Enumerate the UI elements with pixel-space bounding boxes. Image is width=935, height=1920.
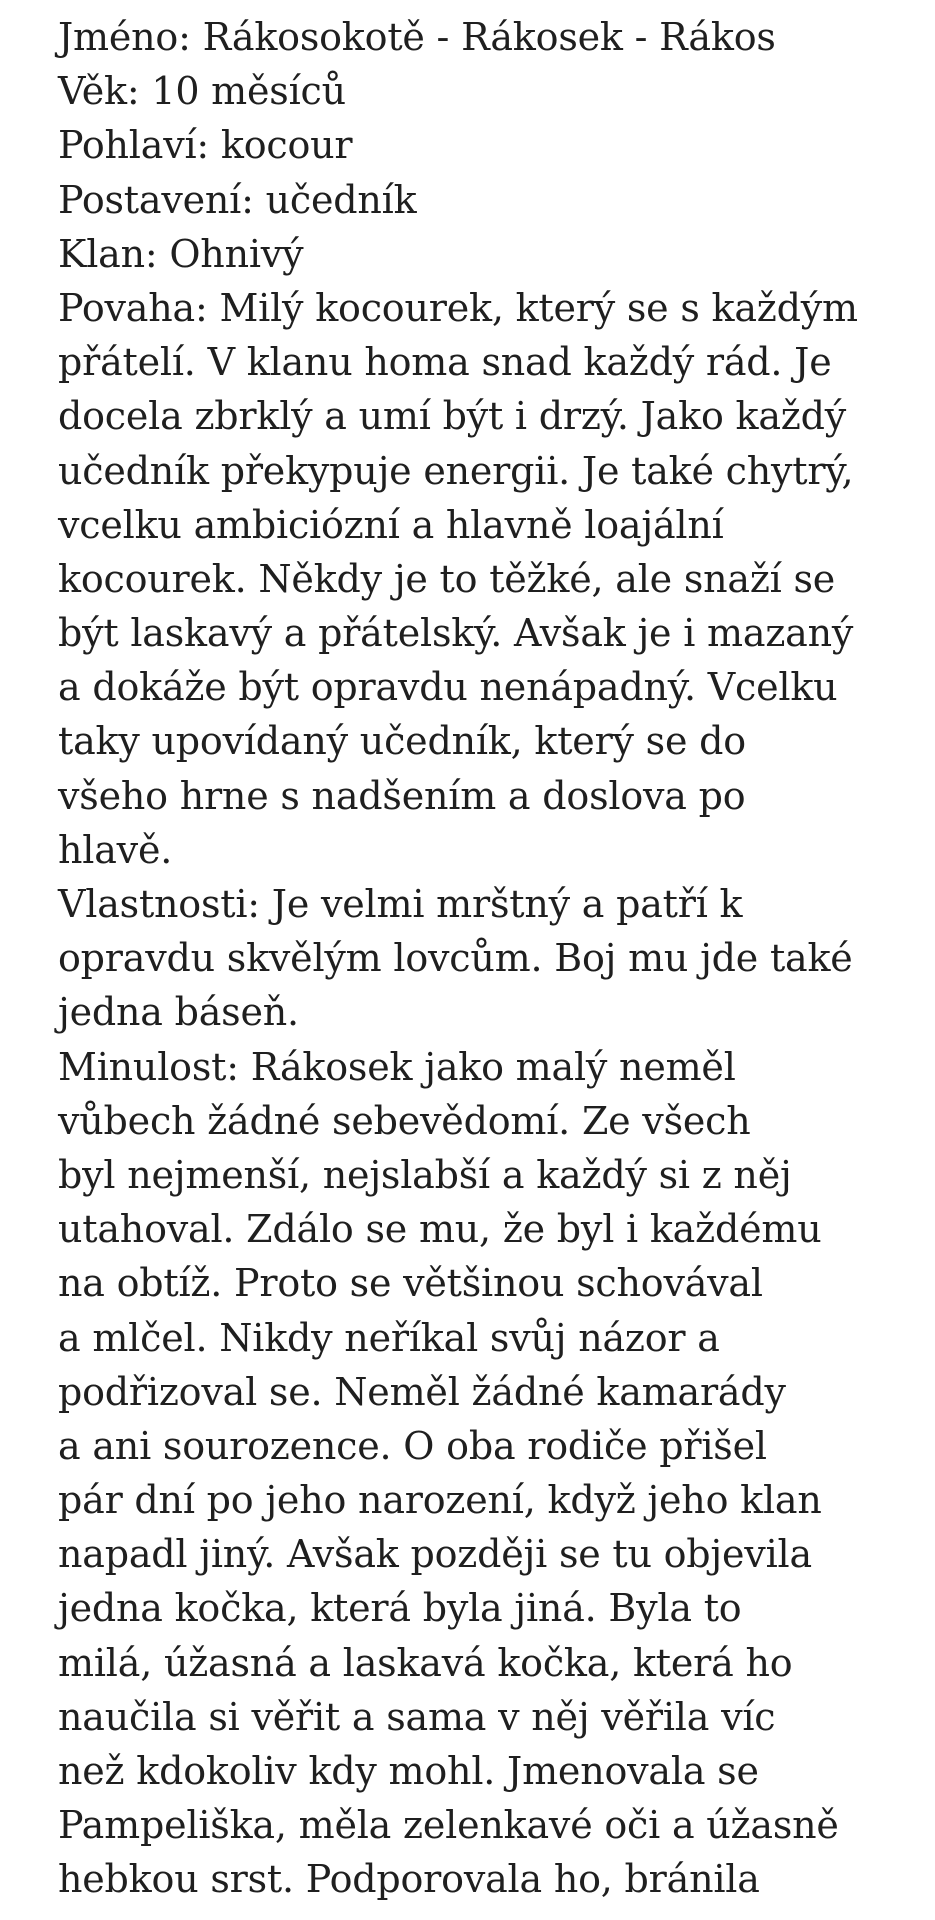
text-line-rank: Postavení: učedník [58,177,417,222]
text-line: utahoval. Zdálo se mu, že byl i každému [58,1207,822,1252]
text-line: učedník překypuje energii. Je také chytrý, [58,448,854,493]
text-line: jedna kočka, která byla jiná. Byla to [58,1586,742,1631]
text-line: pár dní po jeho narození, když jeho klan [58,1478,822,1523]
text-line: milá, úžasná a laskavá kočka, která ho [58,1640,793,1685]
text-line-gender: Pohlaví: kocour [58,123,353,168]
text-line: Pampeliška, měla zelenkavé oči a úžasně [58,1803,839,1848]
text-line: taky upovídaný učedník, který se do [58,719,746,764]
text-line: a mlčel. Nikdy neříkal svůj názor a [58,1315,720,1360]
text-line: hebkou srst. Podporovala ho, bránila [58,1857,760,1902]
character-profile-text [58,10,908,1907]
text-line: podřizoval se. Neměl žádné kamarády [58,1369,786,1414]
text-line-past: Minulost: Rákosek jako malý neměl [58,1044,736,1089]
text-line: všeho hrne s nadšením a doslova po [58,773,746,818]
text-line: vcelku ambiciózní a hlavně loajální [58,502,724,547]
text-line: vůbech žádné sebevědomí. Ze všech [58,1098,751,1143]
text-line: než kdokoliv kdy mohl. Jmenovala se [58,1749,759,1793]
text-line: naučila si věřit a sama v něj věřila víc [58,1694,776,1739]
text-line-age: Věk: 10 měsíců [58,69,346,114]
text-line: hlavě. [58,827,173,872]
text-line: docela zbrklý a umí být i drzý. Jako každý [58,394,847,439]
text-line: být laskavý a přátelský. Avšak je i mazaný [58,611,854,656]
text-line: přátelí. V klanu homa snad každý rád. Je [58,340,832,385]
text-line-clan: Klan: Ohnivý [58,231,304,276]
text-line-name: Jméno: Rákosokotě - Rákosek - Rákos [58,15,776,59]
text-line: byl nejmenší, nejslabší a každý si z něj [58,1152,792,1197]
text-line-personality: Povaha: Milý kocourek, který se s každým [58,285,858,330]
text-line: opravdu skvělým lovcům. Boj mu jde také [58,936,853,981]
text-line-abilities: Vlastnosti: Je velmi mrštný a patří k [58,882,743,926]
text-line: kocourek. Někdy je to těžké, ale snaží se [58,556,836,601]
text-line: na obtíž. Proto se většinou schovával [58,1261,763,1306]
text-line: jedna báseň. [58,990,299,1035]
text-line: a dokáže být opravdu nenápadný. Vcelku [58,665,838,710]
text-line: a ani sourozence. O oba rodiče přišel [58,1423,767,1468]
text-line: napadl jiný. Avšak později se tu objevila [58,1532,812,1577]
